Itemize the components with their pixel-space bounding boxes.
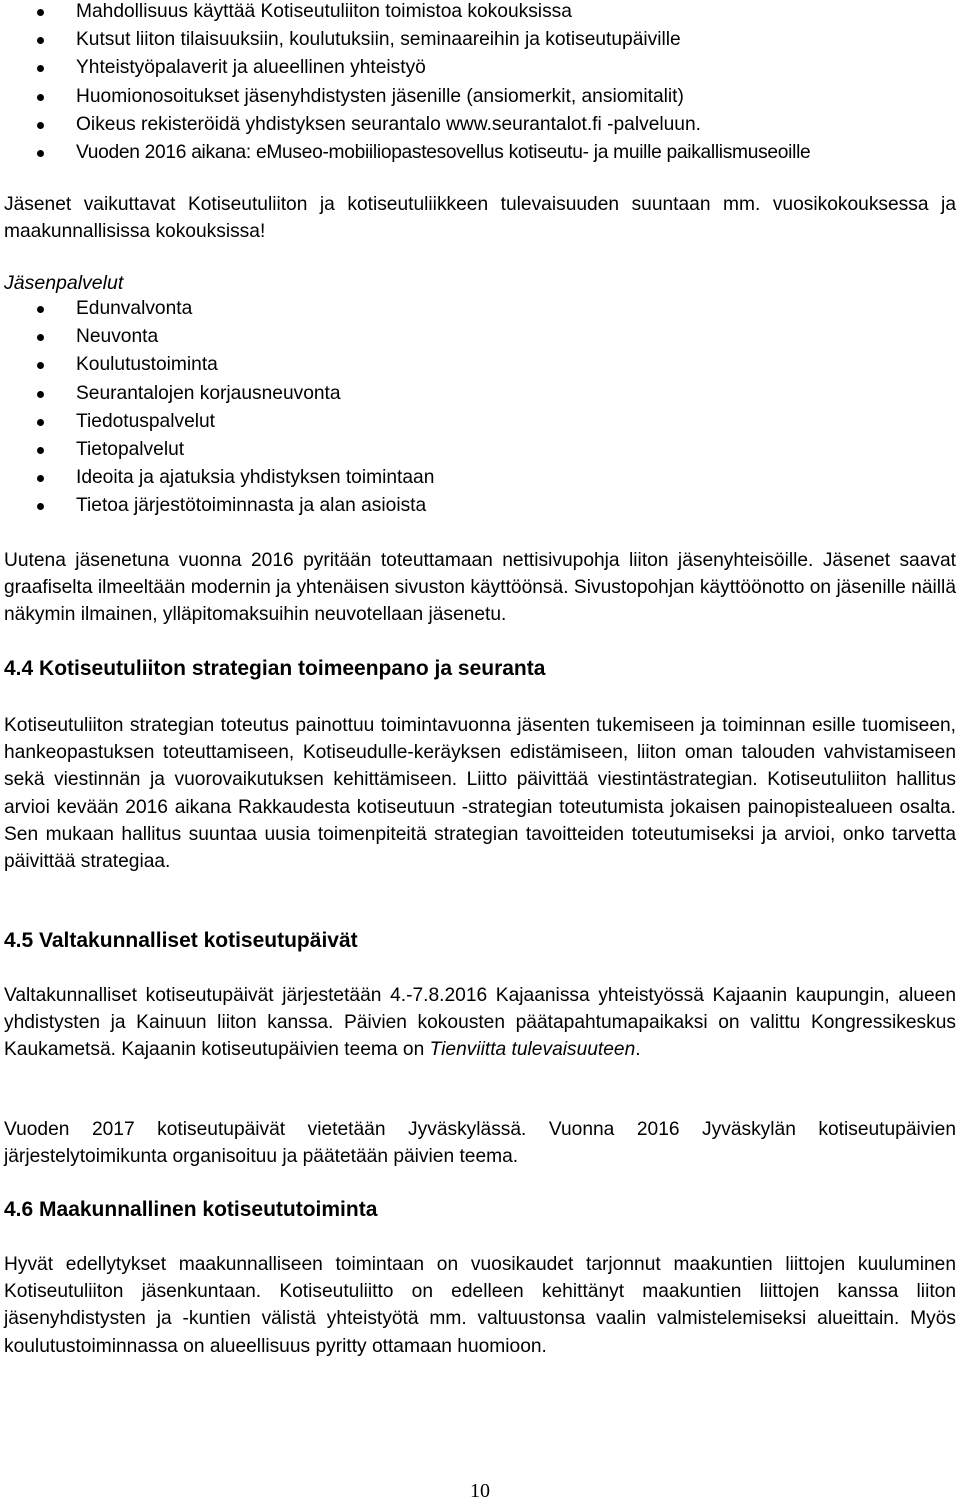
list-item-text: Vuoden 2016 aikana: eMuseo-mobiiliopastesovellus kotiseutu- ja muille paikallismuseoille xyxy=(76,141,811,163)
list-item-text: Yhteistyöpalaverit ja alueellinen yhteistyö xyxy=(76,57,426,79)
list-item-text: Mahdollisuus käyttää Kotiseutuliiton toimistoa kokouksissa xyxy=(76,1,572,22)
bullet-icon xyxy=(37,94,44,101)
top-bullet-list-container xyxy=(4,0,956,167)
section-4-6-body: Hyvät edellytykset maakunnalliseen toimintaan on vuosikaudet tarjonnut maakuntien liittojen kuuluminen Kotiseutuliiton jäsenkuntaan. Kotiseutuliitto on edelleen kehittänyt maakuntien liittojen kanssa liiton jäsenyhdistysten ja -kuntien välistä yhteistyötä mm. valtuustonsa vaalin valmistelemiseksi alueittain. Myös koulutustoiminnassa on alueellisuus pyritty ottamaan huomioon. xyxy=(4,1254,956,1357)
bullet-icon xyxy=(37,306,44,313)
theme-name: Tienviitta tulevaisuuteen xyxy=(429,1039,636,1061)
list-item-text: Ideoita ja ajatuksia yhdistyksen toimintaan xyxy=(76,467,435,489)
section-4-6-heading: 4.6 Maakunnallinen kotiseututoiminta xyxy=(4,1198,378,1221)
bullet-icon xyxy=(37,419,44,426)
new-benefit-paragraph: Uutena jäsenetuna vuonna 2016 pyritään toteuttamaan nettisivupohja liiton jäsenyhteisöille. Jäsenet saavat graafiselta ilmeeltään modernin ja yhtenäisen sivuston käyttöönsä. Sivustopohjan käyttöönotto on jäsenille näillä näkymin ilmainen, ylläpitomaksuihin neuvotellaan jäsenetu. xyxy=(4,550,956,626)
list-item-text: Seurantalojen korjausneuvonta xyxy=(76,382,341,404)
bullet-icon xyxy=(37,391,44,398)
top-bullet-list xyxy=(4,0,956,167)
list-item xyxy=(4,351,956,379)
list-item xyxy=(4,464,956,492)
list-item xyxy=(4,111,956,139)
member-services-list xyxy=(4,295,956,521)
list-item xyxy=(4,323,956,351)
member-services-heading: Jäsenpalvelut xyxy=(4,272,124,294)
list-item xyxy=(4,380,956,408)
list-item-text: Edunvalvonta xyxy=(76,298,193,319)
list-item xyxy=(4,408,956,436)
bullet-icon xyxy=(37,362,44,369)
list-item-text: Oikeus rekisteröidä yhdistyksen seurantalo www.seurantalot.fi -palveluun. xyxy=(76,113,701,135)
list-item-text: Tietoa järjestötoiminnasta ja alan asioista xyxy=(76,495,427,517)
list-item xyxy=(4,492,956,520)
bullet-icon xyxy=(37,503,44,510)
members-influence-paragraph: Jäsenet vaikuttavat Kotiseutuliiton ja kotiseutuliikkeen tulevaisuuden suuntaan mm. vuosikokouksessa ja maakunnallisissa kokouksissa! xyxy=(4,194,956,243)
list-item xyxy=(4,26,956,54)
bullet-icon xyxy=(37,150,44,157)
bullet-icon xyxy=(37,475,44,482)
section-4-5-body-1 xyxy=(4,982,956,1064)
list-item xyxy=(4,54,956,82)
bullet-icon xyxy=(37,447,44,454)
list-item xyxy=(4,83,956,111)
section-4-5-heading: 4.5 Valtakunnalliset kotiseutupäivät xyxy=(4,929,358,952)
section-4-5-body-2: Vuoden 2017 kotiseutupäivät vietetään Jyväskylässä. Vuonna 2016 Jyväskylän kotiseutupäivien järjestelytoimikunta organisoituu ja päätetään päivien teema. xyxy=(4,1119,956,1168)
list-item-text: Koulutustoiminta xyxy=(76,354,218,376)
list-item xyxy=(4,0,956,26)
section-4-4-body: Kotiseutuliiton strategian toteutus painottuu toimintavuonna jäsenten tukemiseen ja toiminnan esille tuomiseen, hankeopastuksen toteuttamiseen, Kotiseudulle-keräyksen edistämiseen, liiton oman talouden vahvistamiseen sekä viestinnän ja vuorovaikutuksen kehittämiseen. Liitto päivittää viestintästrategian. Kotiseutuliiton hallitus arvioi kevään 2016 aikana Rakkaudesta kotiseutuun -strategian toteutumista jokaisen painopistealueen osalta. Sen mukaan hallitus suuntaa uusia toimenpiteitä strategian tavoitteiden toteutumiseksi ja arvioi, onko tarvetta päivittää strategiaa. xyxy=(4,715,956,873)
bullet-icon xyxy=(37,37,44,44)
list-item-text: Kutsut liiton tilaisuuksiin, koulutuksiin, seminaareihin ja kotiseutupäiville xyxy=(76,29,681,51)
bullet-icon xyxy=(37,122,44,129)
list-item-text: Tiedotuspalvelut xyxy=(76,410,216,432)
section-4-5-body-1-end: . xyxy=(635,1039,641,1061)
list-item-text: Tietopalvelut xyxy=(76,438,185,460)
list-item xyxy=(4,295,956,323)
section-4-5-body-1-text: Valtakunnalliset kotiseutupäivät järjestetään 4.-7.8.2016 Kajaanissa yhteistyössä Kajaanin kaupungin, alueen yhdistysten ja Kainuun liiton kanssa. Päivien kokousten päätapahtumapaikaksi on valittu Kongressikeskus Kaukametsä. Kajaanin kotiseutupäivien teema on xyxy=(4,985,956,1061)
page-number: 10 xyxy=(470,1480,490,1502)
bullet-icon xyxy=(37,334,44,341)
list-item xyxy=(4,436,956,464)
member-services-list-container xyxy=(4,295,956,521)
list-item-text: Neuvonta xyxy=(76,326,159,348)
section-4-4-heading: 4.4 Kotiseutuliiton strategian toimeenpano ja seuranta xyxy=(4,657,546,680)
bullet-icon xyxy=(37,65,44,72)
list-item xyxy=(4,139,956,167)
list-item-text: Huomionosoitukset jäsenyhdistysten jäsenille (ansiomerkit, ansiomitalit) xyxy=(76,85,684,107)
bullet-icon xyxy=(37,9,44,16)
